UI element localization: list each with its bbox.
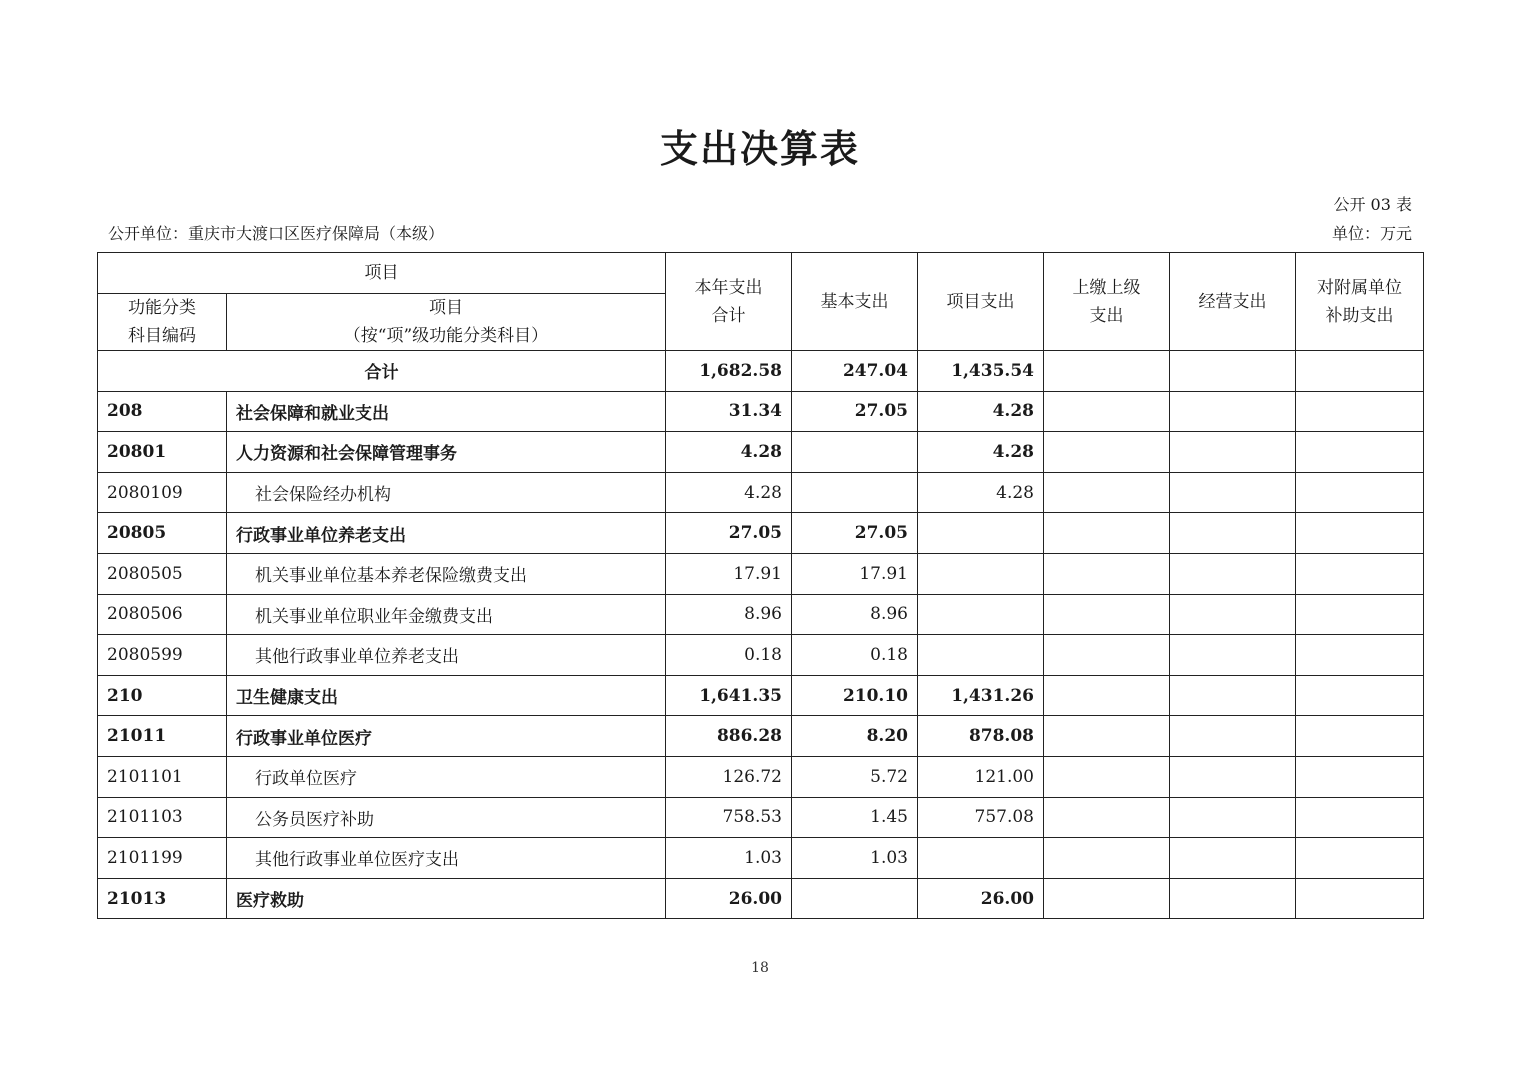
row-item-name: 社会保障和就业支出 (227, 391, 666, 432)
row-code: 2080109 (98, 472, 227, 513)
reporting-unit: 公开单位：重庆市大渡口区医疗保障局（本级） (108, 224, 445, 243)
row-project: 4.28 (918, 432, 1044, 473)
row-code: 21011 (98, 716, 227, 757)
row-subsidy (1296, 635, 1424, 676)
header-item: 项目 （按“项”级功能分类科目） (227, 294, 666, 351)
total-project: 1,435.54 (918, 351, 1044, 392)
row-code: 208 (98, 391, 227, 432)
row-code: 2080506 (98, 594, 227, 635)
row-upper (1044, 391, 1170, 432)
table-row (98, 635, 1424, 676)
row-total: 886.28 (666, 716, 792, 757)
table-row (98, 472, 1424, 513)
row-item-name: 人力资源和社会保障管理事务 (227, 432, 666, 473)
row-project (918, 838, 1044, 879)
total-row (98, 351, 1424, 392)
row-basic: 0.18 (792, 635, 918, 676)
table-row (98, 716, 1424, 757)
row-upper (1044, 432, 1170, 473)
table-row (98, 878, 1424, 919)
row-upper (1044, 472, 1170, 513)
row-item-name: 其他行政事业单位养老支出 (227, 635, 666, 676)
row-basic: 17.91 (792, 553, 918, 594)
row-upper (1044, 553, 1170, 594)
row-upper (1044, 635, 1170, 676)
row-subsidy (1296, 756, 1424, 797)
table-row (98, 391, 1424, 432)
row-basic (792, 472, 918, 513)
row-basic (792, 878, 918, 919)
row-project (918, 635, 1044, 676)
header-code: 功能分类 科目编码 (98, 294, 227, 351)
row-business (1170, 756, 1296, 797)
header-business: 经营支出 (1170, 253, 1296, 351)
header-subsidy: 对附属单位 补助支出 (1296, 253, 1424, 351)
header-project-group: 项目 (98, 253, 666, 294)
row-total: 4.28 (666, 432, 792, 473)
row-code: 2101199 (98, 838, 227, 879)
row-subsidy (1296, 472, 1424, 513)
row-project: 4.28 (918, 472, 1044, 513)
table-row (98, 513, 1424, 554)
row-item-name: 机关事业单位基本养老保险缴费支出 (227, 553, 666, 594)
row-project: 121.00 (918, 756, 1044, 797)
row-subsidy (1296, 391, 1424, 432)
row-upper (1044, 878, 1170, 919)
table-row (98, 797, 1424, 838)
row-business (1170, 391, 1296, 432)
header-upper-remit: 上缴上级 支出 (1044, 253, 1170, 351)
row-project (918, 513, 1044, 554)
header-basic: 基本支出 (792, 253, 918, 351)
row-item-name: 机关事业单位职业年金缴费支出 (227, 594, 666, 635)
row-subsidy (1296, 675, 1424, 716)
row-subsidy (1296, 432, 1424, 473)
total-amount: 1,682.58 (666, 351, 792, 392)
row-code: 20801 (98, 432, 227, 473)
row-basic: 27.05 (792, 391, 918, 432)
row-item-name: 公务员医疗补助 (227, 797, 666, 838)
row-business (1170, 675, 1296, 716)
row-item-name: 行政事业单位养老支出 (227, 513, 666, 554)
row-basic: 5.72 (792, 756, 918, 797)
row-total: 17.91 (666, 553, 792, 594)
total-subsidy (1296, 351, 1424, 392)
page-number: 18 (751, 960, 769, 976)
row-project: 757.08 (918, 797, 1044, 838)
row-project: 4.28 (918, 391, 1044, 432)
row-basic: 210.10 (792, 675, 918, 716)
row-basic: 8.20 (792, 716, 918, 757)
table-row (98, 594, 1424, 635)
row-project: 878.08 (918, 716, 1044, 757)
row-business (1170, 838, 1296, 879)
table-row (98, 675, 1424, 716)
row-code: 21013 (98, 878, 227, 919)
total-label: 合计 (98, 351, 666, 392)
row-subsidy (1296, 797, 1424, 838)
row-total: 26.00 (666, 878, 792, 919)
row-code: 210 (98, 675, 227, 716)
row-total: 1.03 (666, 838, 792, 879)
row-business (1170, 553, 1296, 594)
row-code: 2101103 (98, 797, 227, 838)
row-upper (1044, 838, 1170, 879)
expenditure-table (97, 252, 1424, 919)
row-subsidy (1296, 513, 1424, 554)
row-project: 26.00 (918, 878, 1044, 919)
row-total: 31.34 (666, 391, 792, 432)
row-item-name: 其他行政事业单位医疗支出 (227, 838, 666, 879)
table-row (98, 553, 1424, 594)
row-upper (1044, 513, 1170, 554)
row-subsidy (1296, 878, 1424, 919)
header-project-expense: 项目支出 (918, 253, 1044, 351)
row-total: 758.53 (666, 797, 792, 838)
page-title: 支出决算表 (659, 127, 860, 171)
row-total: 0.18 (666, 635, 792, 676)
row-upper (1044, 594, 1170, 635)
row-item-name: 卫生健康支出 (227, 675, 666, 716)
row-basic: 1.45 (792, 797, 918, 838)
row-total: 1,641.35 (666, 675, 792, 716)
row-business (1170, 635, 1296, 676)
row-item-name: 行政单位医疗 (227, 756, 666, 797)
row-business (1170, 594, 1296, 635)
row-business (1170, 472, 1296, 513)
row-code: 2080505 (98, 553, 227, 594)
row-item-name: 医疗救助 (227, 878, 666, 919)
row-basic (792, 432, 918, 473)
currency-unit: 单位：万元 (1331, 224, 1412, 243)
row-subsidy (1296, 594, 1424, 635)
row-total: 8.96 (666, 594, 792, 635)
row-item-name: 行政事业单位医疗 (227, 716, 666, 757)
row-project: 1,431.26 (918, 675, 1044, 716)
row-subsidy (1296, 716, 1424, 757)
row-basic: 1.03 (792, 838, 918, 879)
row-basic: 27.05 (792, 513, 918, 554)
row-business (1170, 878, 1296, 919)
row-item-name: 社会保险经办机构 (227, 472, 666, 513)
row-code: 2080599 (98, 635, 227, 676)
row-subsidy (1296, 838, 1424, 879)
row-business (1170, 716, 1296, 757)
row-project (918, 594, 1044, 635)
row-subsidy (1296, 553, 1424, 594)
row-total: 27.05 (666, 513, 792, 554)
row-business (1170, 432, 1296, 473)
row-business (1170, 797, 1296, 838)
row-upper (1044, 716, 1170, 757)
table-number: 公开 03 表 (1333, 195, 1412, 214)
table-row (98, 432, 1424, 473)
total-basic: 247.04 (792, 351, 918, 392)
row-basic: 8.96 (792, 594, 918, 635)
row-project (918, 553, 1044, 594)
row-code: 2101101 (98, 756, 227, 797)
row-upper (1044, 756, 1170, 797)
total-upper (1044, 351, 1170, 392)
row-total: 4.28 (666, 472, 792, 513)
table-row (98, 756, 1424, 797)
total-business (1170, 351, 1296, 392)
table-row (98, 838, 1424, 879)
row-code: 20805 (98, 513, 227, 554)
row-business (1170, 513, 1296, 554)
row-upper (1044, 797, 1170, 838)
row-upper (1044, 675, 1170, 716)
header-total: 本年支出 合计 (666, 253, 792, 351)
row-total: 126.72 (666, 756, 792, 797)
